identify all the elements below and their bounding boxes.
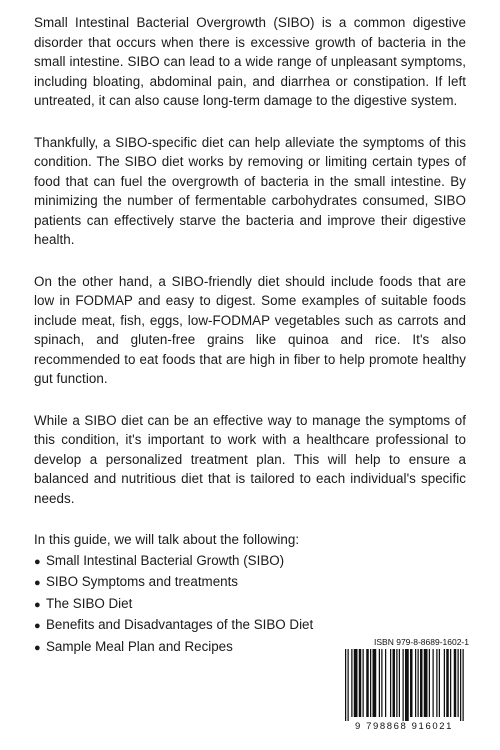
list-item — [34, 615, 466, 637]
list-item — [34, 551, 466, 573]
guide-intro-line: In this guide, we will talk about the following: — [34, 532, 300, 547]
paragraph-sibo-friendly-foods: On the other hand, a SIBO-friendly diet should include foods that are low in FODMAP and easy to digest. Some examples of suitable foods include meat, fish, eggs, low-FODMAP vegetables such as carrots and spinach, and gluten-free grains like quinoa and rice. It's also recommended to eat foods that are high in fiber to help promote healthy gut function. — [34, 273, 466, 386]
paragraph-sibo-diet: Thankfully, a SIBO-specific diet can help alleviate the symptoms of this condition. The SIBO diet works by removing or limiting certain types of food that can fuel the overgrowth of bacteria in the small intestine. By minimizing the number of fermentable carbohydrates consumed, SIBO patients can effectively starve the bacteria and improve their digestive health. — [34, 134, 466, 247]
bullet-icon: ● — [34, 598, 41, 611]
bullet-icon: ● — [34, 577, 41, 589]
barcode-digits: 9 798868 916021 — [355, 721, 453, 732]
blurb-text-block — [34, 13, 466, 658]
topic-label: SIBO Symptoms and treatments — [46, 574, 239, 589]
paragraph-sibo-intro: Small Intestinal Bacterial Overgrowth (SIBO) is a common digestive disorder that occurs when there is excessive growth of bacteria in the small intestine. SIBO can lead to a wide range of unpleasant symptoms, including bloating, abdominal pain, and diarrhea or constipation. If left untreated, it can also cause long-term damage to the digestive system. — [34, 15, 466, 108]
topic-label: The SIBO Diet — [46, 595, 133, 611]
barcode-icon — [339, 649, 469, 721]
topic-label: Small Intestinal Bacterial Growth (SIBO) — [46, 552, 285, 568]
topic-label: Sample Meal Plan and Recipes — [46, 638, 233, 654]
bullet-icon: ● — [34, 641, 41, 654]
bullet-icon: ● — [34, 555, 41, 568]
paragraph-healthcare-advice: While a SIBO diet can be an effective way to manage the symptoms of this condition, it's important to work with a healthcare professional to develop a personalized treatment plan. This will help to ensure a balanced and nutritious diet that is tailored to each individual's specific needs. — [34, 412, 466, 506]
topic-label: Benefits and Disadvantages of the SIBO Diet — [46, 617, 314, 632]
list-item — [34, 594, 466, 616]
isbn-barcode-area — [339, 637, 469, 733]
list-item — [34, 572, 466, 594]
bullet-icon: ● — [34, 620, 41, 632]
isbn-label: ISBN 979-8-8689-1602-1 — [374, 637, 469, 647]
